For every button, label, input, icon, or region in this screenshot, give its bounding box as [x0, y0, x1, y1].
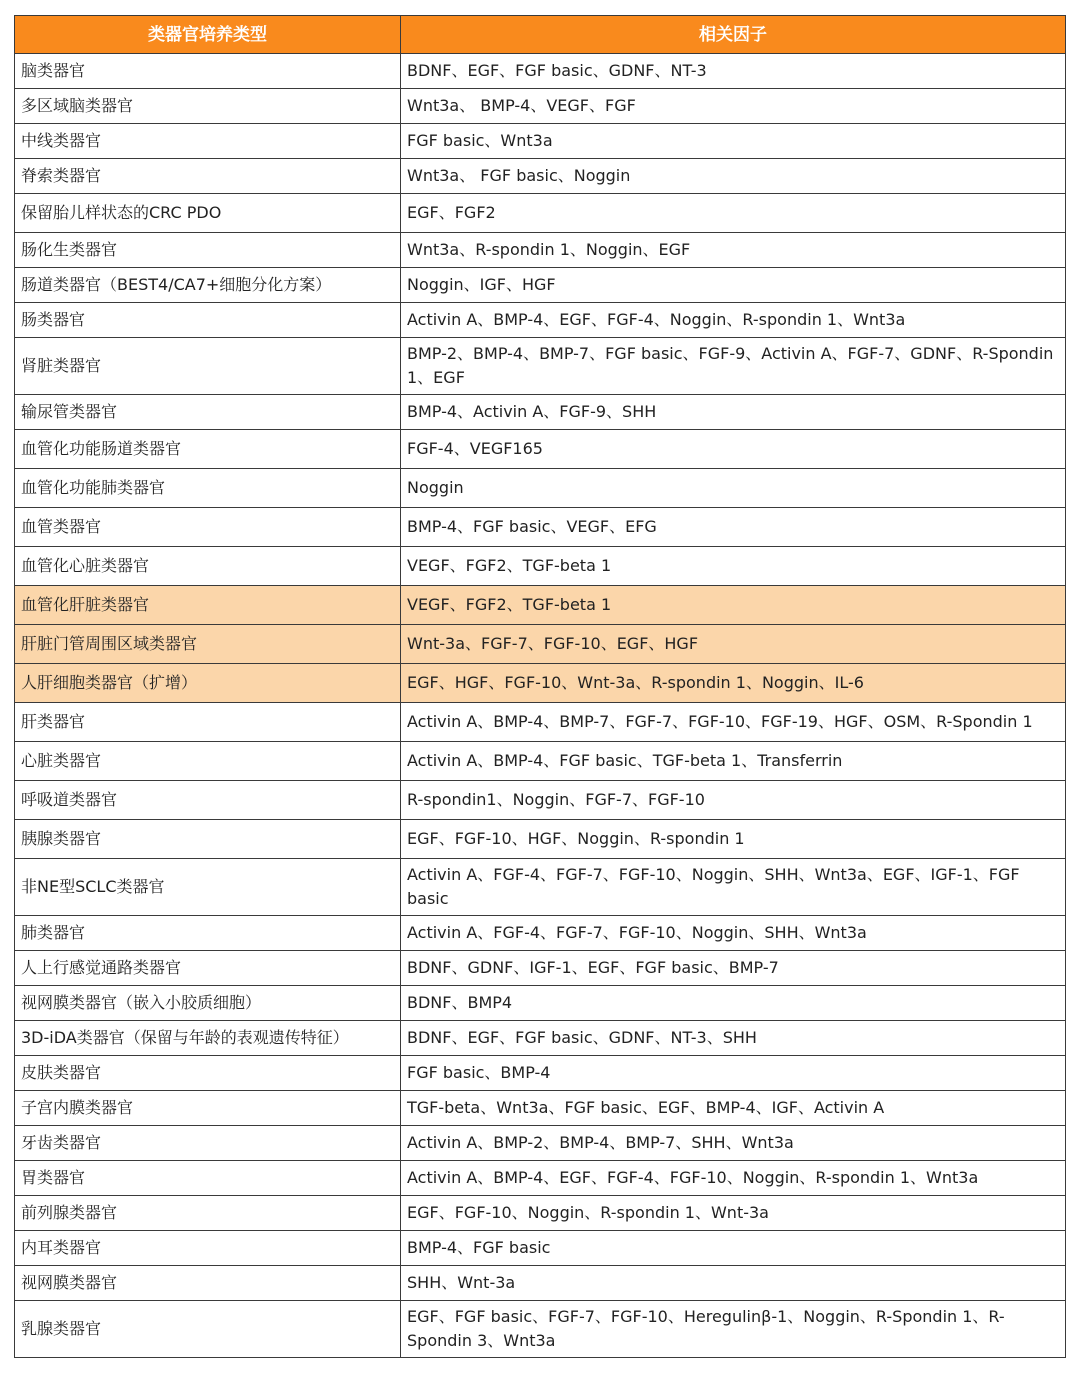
- factors-cell: FGF basic、Wnt3a: [401, 124, 1066, 159]
- factors-cell: BDNF、EGF、FGF basic、GDNF、NT-3: [401, 54, 1066, 89]
- factors-cell: BDNF、EGF、FGF basic、GDNF、NT-3、SHH: [401, 1021, 1066, 1056]
- table-row: [15, 1091, 1066, 1126]
- table-row: [15, 1126, 1066, 1161]
- organoid-type-cell: 血管类器官: [15, 508, 401, 547]
- organoid-type-cell: 牙齿类器官: [15, 1126, 401, 1161]
- factors-cell: Noggin: [401, 469, 1066, 508]
- organoid-type-cell: 肠道类器官（BEST4/CA7+细胞分化方案）: [15, 268, 401, 303]
- header-organoid-type: 类器官培养类型: [15, 16, 401, 54]
- factors-cell: Activin A、FGF-4、FGF-7、FGF-10、Noggin、SHH、Wnt3a: [401, 916, 1066, 951]
- factors-cell: Activin A、BMP-4、FGF basic、TGF-beta 1、Transferrin: [401, 742, 1066, 781]
- factors-cell: Activin A、BMP-2、BMP-4、BMP-7、SHH、Wnt3a: [401, 1126, 1066, 1161]
- table-row: [15, 124, 1066, 159]
- table-row: [15, 303, 1066, 338]
- table-row: [15, 986, 1066, 1021]
- factors-cell: BDNF、GDNF、IGF-1、EGF、FGF basic、BMP-7: [401, 951, 1066, 986]
- table-row: [15, 859, 1066, 916]
- factors-cell: R-spondin1、Noggin、FGF-7、FGF-10: [401, 781, 1066, 820]
- organoid-type-cell: 血管化肝脏类器官: [15, 586, 401, 625]
- table-header-row: [15, 16, 1066, 54]
- table-row: [15, 469, 1066, 508]
- organoid-type-cell: 肠类器官: [15, 303, 401, 338]
- factors-cell: Wnt3a、 BMP-4、VEGF、FGF: [401, 89, 1066, 124]
- factors-cell: BMP-2、BMP-4、BMP-7、FGF basic、FGF-9、Activin A、FGF-7、GDNF、R-Spondin 1、EGF: [401, 338, 1066, 395]
- table-row: [15, 1161, 1066, 1196]
- factors-cell: Noggin、IGF、HGF: [401, 268, 1066, 303]
- organoid-type-cell: 呼吸道类器官: [15, 781, 401, 820]
- organoid-type-cell: 非NE型SCLC类器官: [15, 859, 401, 916]
- organoid-type-cell: 3D-iDA类器官（保留与年龄的表观遗传特征）: [15, 1021, 401, 1056]
- organoid-type-cell: 人肝细胞类器官（扩增）: [15, 664, 401, 703]
- organoid-type-cell: 多区域脑类器官: [15, 89, 401, 124]
- organoid-factor-table: [14, 15, 1066, 1358]
- table-row: [15, 1231, 1066, 1266]
- factors-cell: VEGF、FGF2、TGF-beta 1: [401, 547, 1066, 586]
- highlighted-table-row: [15, 664, 1066, 703]
- factors-cell: EGF、FGF basic、FGF-7、FGF-10、Heregulinβ-1、Noggin、R-Spondin 1、R-Spondin 3、Wnt3a: [401, 1301, 1066, 1358]
- organoid-type-cell: 乳腺类器官: [15, 1301, 401, 1358]
- factors-cell: Wnt3a、 FGF basic、Noggin: [401, 159, 1066, 194]
- organoid-type-cell: 胰腺类器官: [15, 820, 401, 859]
- factors-cell: VEGF、FGF2、TGF-beta 1: [401, 586, 1066, 625]
- organoid-type-cell: 胃类器官: [15, 1161, 401, 1196]
- organoid-type-cell: 血管化心脏类器官: [15, 547, 401, 586]
- highlighted-table-row: [15, 625, 1066, 664]
- table-row: [15, 547, 1066, 586]
- organoid-type-cell: 视网膜类器官（嵌入小胶质细胞）: [15, 986, 401, 1021]
- organoid-type-cell: 中线类器官: [15, 124, 401, 159]
- organoid-type-cell: 输尿管类器官: [15, 395, 401, 430]
- organoid-type-cell: 人上行感觉通路类器官: [15, 951, 401, 986]
- table-row: [15, 703, 1066, 742]
- table-row: [15, 89, 1066, 124]
- table-row: [15, 916, 1066, 951]
- factors-cell: BMP-4、FGF basic、VEGF、EFG: [401, 508, 1066, 547]
- organoid-type-cell: 内耳类器官: [15, 1231, 401, 1266]
- factors-cell: SHH、Wnt-3a: [401, 1266, 1066, 1301]
- organoid-type-cell: 脑类器官: [15, 54, 401, 89]
- factors-cell: Activin A、BMP-4、EGF、FGF-4、FGF-10、Noggin、R-spondin 1、Wnt3a: [401, 1161, 1066, 1196]
- table-row: [15, 194, 1066, 233]
- table-row: [15, 159, 1066, 194]
- organoid-type-cell: 血管化功能肺类器官: [15, 469, 401, 508]
- factors-cell: Activin A、BMP-4、EGF、FGF-4、Noggin、R-spondin 1、Wnt3a: [401, 303, 1066, 338]
- factors-cell: BMP-4、FGF basic: [401, 1231, 1066, 1266]
- table-row: [15, 781, 1066, 820]
- factors-cell: Wnt3a、R-spondin 1、Noggin、EGF: [401, 233, 1066, 268]
- organoid-type-cell: 子宫内膜类器官: [15, 1091, 401, 1126]
- organoid-type-cell: 保留胎儿样状态的CRC PDO: [15, 194, 401, 233]
- table-row: [15, 430, 1066, 469]
- organoid-type-cell: 肾脏类器官: [15, 338, 401, 395]
- factors-cell: TGF-beta、Wnt3a、FGF basic、EGF、BMP-4、IGF、Activin A: [401, 1091, 1066, 1126]
- header-related-factors: 相关因子: [401, 16, 1066, 54]
- table-row: [15, 820, 1066, 859]
- table-row: [15, 1056, 1066, 1091]
- factor-table-container: [14, 15, 1065, 1358]
- table-row: [15, 1021, 1066, 1056]
- factors-cell: Wnt-3a、FGF-7、FGF-10、EGF、HGF: [401, 625, 1066, 664]
- highlighted-table-row: [15, 586, 1066, 625]
- table-row: [15, 1266, 1066, 1301]
- organoid-type-cell: 肝脏门管周围区域类器官: [15, 625, 401, 664]
- table-row: [15, 268, 1066, 303]
- table-row: [15, 338, 1066, 395]
- organoid-type-cell: 脊索类器官: [15, 159, 401, 194]
- factors-cell: Activin A、FGF-4、FGF-7、FGF-10、Noggin、SHH、Wnt3a、EGF、IGF-1、FGF basic: [401, 859, 1066, 916]
- organoid-type-cell: 心脏类器官: [15, 742, 401, 781]
- factors-cell: BMP-4、Activin A、FGF-9、SHH: [401, 395, 1066, 430]
- organoid-type-cell: 肝类器官: [15, 703, 401, 742]
- factors-cell: Activin A、BMP-4、BMP-7、FGF-7、FGF-10、FGF-19、HGF、OSM、R-Spondin 1: [401, 703, 1066, 742]
- organoid-type-cell: 视网膜类器官: [15, 1266, 401, 1301]
- table-row: [15, 508, 1066, 547]
- table-row: [15, 742, 1066, 781]
- table-row: [15, 54, 1066, 89]
- factors-cell: BDNF、BMP4: [401, 986, 1066, 1021]
- table-row: [15, 1196, 1066, 1231]
- factors-cell: EGF、FGF2: [401, 194, 1066, 233]
- organoid-type-cell: 血管化功能肠道类器官: [15, 430, 401, 469]
- factors-cell: EGF、HGF、FGF-10、Wnt-3a、R-spondin 1、Noggin、IL-6: [401, 664, 1066, 703]
- table-row: [15, 951, 1066, 986]
- factors-cell: FGF-4、VEGF165: [401, 430, 1066, 469]
- table-row: [15, 233, 1066, 268]
- organoid-type-cell: 肺类器官: [15, 916, 401, 951]
- table-row: [15, 1301, 1066, 1358]
- organoid-type-cell: 肠化生类器官: [15, 233, 401, 268]
- table-row: [15, 395, 1066, 430]
- factors-cell: EGF、FGF-10、Noggin、R-spondin 1、Wnt-3a: [401, 1196, 1066, 1231]
- factors-cell: FGF basic、BMP-4: [401, 1056, 1066, 1091]
- factors-cell: EGF、FGF-10、HGF、Noggin、R-spondin 1: [401, 820, 1066, 859]
- organoid-type-cell: 皮肤类器官: [15, 1056, 401, 1091]
- organoid-type-cell: 前列腺类器官: [15, 1196, 401, 1231]
